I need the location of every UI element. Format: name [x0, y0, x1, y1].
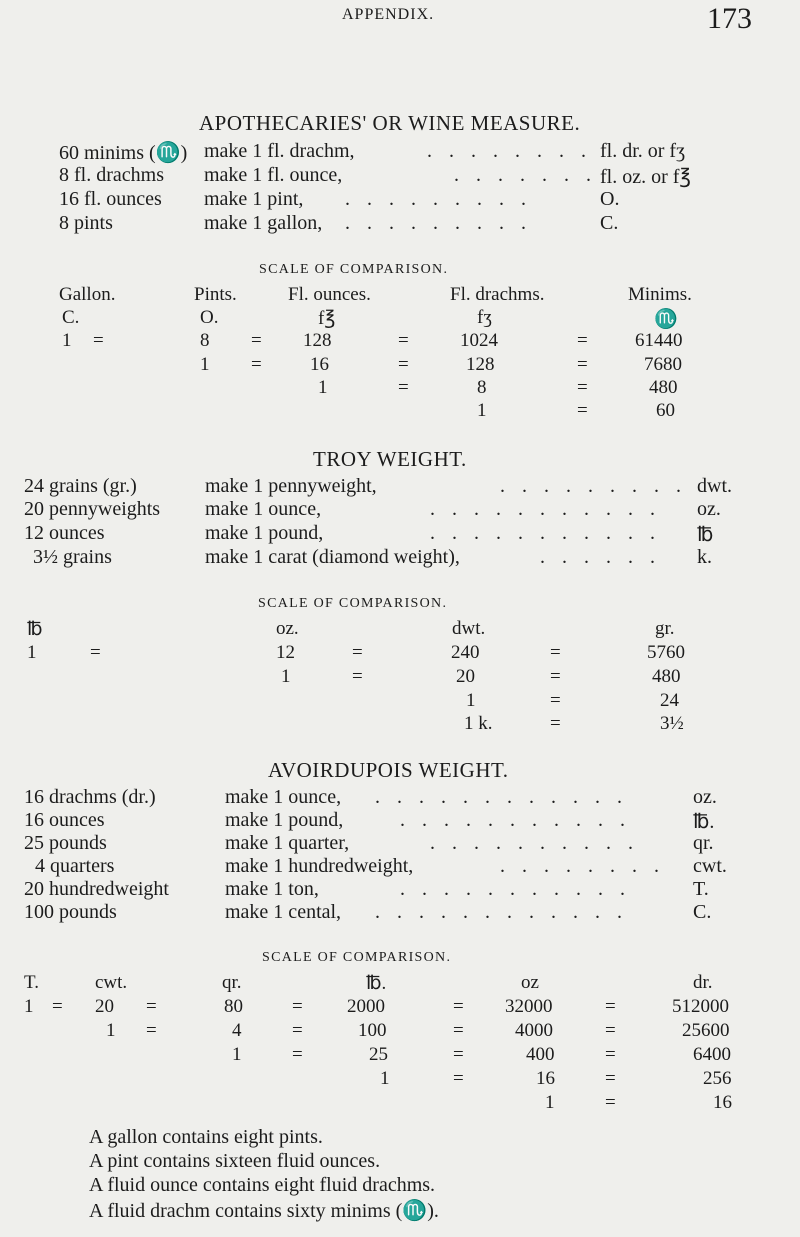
equals-sign: =: [550, 713, 561, 734]
equals-sign: =: [550, 642, 561, 663]
scale-cell: 1 k.: [464, 713, 493, 734]
section-title-apothecaries: APOTHECARIES' OR WINE MEASURE.: [199, 111, 581, 135]
section-title-troy: TROY WEIGHT.: [313, 447, 467, 471]
leader-dots: . . . . . . . . . . .: [430, 522, 661, 544]
scale-cell: 240: [451, 642, 480, 663]
troy-row-make: make 1 pound,: [205, 522, 324, 544]
scale-cell: 1: [62, 330, 72, 351]
scale-cell: 20: [95, 996, 114, 1017]
scale-cell: 1: [281, 666, 291, 687]
equals-sign: =: [453, 1044, 464, 1065]
scale-cell: 1024: [460, 330, 498, 351]
scale-header: qr.: [222, 972, 242, 993]
equals-sign: =: [550, 690, 561, 711]
scale-cell: 4: [232, 1020, 242, 1041]
scale-header: Fl. ounces.: [288, 284, 371, 305]
running-head: APPENDIX.: [342, 6, 435, 23]
avoir-row-qty: 16 drachms (dr.): [24, 786, 156, 808]
troy-row-abbr: ℔: [697, 524, 714, 546]
apoth-row-make: make 1 fl. drachm,: [204, 140, 355, 162]
equals-sign: =: [251, 354, 262, 375]
scale-header: dr.: [693, 972, 713, 993]
scale-header: Minims.: [628, 284, 692, 305]
scale-header: ℔: [27, 619, 43, 640]
scale-cell: 1: [200, 354, 210, 375]
equals-sign: =: [398, 354, 409, 375]
equals-sign: =: [605, 1068, 616, 1089]
troy-row-make: make 1 ounce,: [205, 498, 322, 520]
page-number: 173: [707, 2, 752, 35]
scale-header: cwt.: [95, 972, 128, 993]
troy-row-qty: 24 grains (gr.): [24, 475, 137, 497]
note-line: A fluid ounce contains eight fluid drachms.: [89, 1174, 436, 1196]
scale-title: SCALE OF COMPARISON.: [259, 262, 449, 277]
scale-cell: 80: [224, 996, 243, 1017]
troy-row-abbr: dwt.: [697, 475, 732, 497]
scale-header: dwt.: [452, 618, 486, 639]
scale-cell: 25: [369, 1044, 388, 1065]
equals-sign: =: [292, 1044, 303, 1065]
apoth-row-qty: 60 minims (♏): [59, 142, 188, 164]
scale-cell: 1: [380, 1068, 390, 1089]
scale-cell: 480: [649, 377, 678, 398]
scale-header: Pints.: [194, 284, 237, 305]
equals-sign: =: [352, 642, 363, 663]
scale-cell: 61440: [635, 330, 683, 351]
avoir-row-abbr: C.: [693, 901, 712, 923]
apoth-row-abbr: C.: [600, 212, 619, 234]
leader-dots: . . . . . . . . . . . .: [375, 901, 628, 923]
equals-sign: =: [453, 1068, 464, 1089]
troy-row-abbr: k.: [697, 546, 712, 568]
equals-sign: =: [352, 666, 363, 687]
avoir-row-abbr: cwt.: [693, 855, 727, 877]
scale-title: SCALE OF COMPARISON.: [262, 950, 452, 965]
scale-symbol: O.: [200, 307, 219, 328]
avoir-row-qty: 4 quarters: [35, 855, 115, 877]
troy-row-make: make 1 carat (diamond weight),: [205, 546, 460, 568]
troy-row-make: make 1 pennyweight,: [205, 475, 377, 497]
leader-dots: . . . . . . . . . .: [430, 832, 639, 854]
scale-cell: 480: [652, 666, 681, 687]
equals-sign: =: [292, 996, 303, 1017]
troy-row-qty: 20 pennyweights: [24, 498, 161, 520]
leader-dots: . . . . . . . .: [427, 140, 592, 162]
equals-sign: =: [605, 1044, 616, 1065]
avoir-row-make: make 1 pound,: [225, 809, 344, 831]
scale-header: oz: [521, 972, 539, 993]
apoth-row-qty: 8 pints: [59, 212, 113, 234]
equals-sign: =: [292, 1020, 303, 1041]
equals-sign: =: [251, 330, 262, 351]
equals-sign: =: [577, 400, 588, 421]
equals-sign: =: [398, 377, 409, 398]
apoth-row-make: make 1 gallon,: [204, 212, 323, 234]
scale-cell: 8: [477, 377, 487, 398]
avoir-row-qty: 25 pounds: [24, 832, 107, 854]
scale-cell: 400: [526, 1044, 555, 1065]
scale-symbol: f℥: [318, 308, 336, 329]
avoir-row-qty: 100 pounds: [24, 901, 117, 923]
apoth-row-abbr: fl. oz. or f℥: [600, 166, 691, 188]
apoth-row-make: make 1 pint,: [204, 188, 304, 210]
avoir-row-abbr: qr.: [693, 832, 714, 854]
scale-cell: 16: [713, 1092, 732, 1113]
scale-cell: 32000: [505, 996, 553, 1017]
leader-dots: . . . . . . . . .: [345, 212, 532, 234]
scale-cell: 16: [310, 354, 329, 375]
scale-cell: 6400: [693, 1044, 731, 1065]
avoir-row-make: make 1 ounce,: [225, 786, 342, 808]
avoir-row-abbr: T.: [693, 878, 709, 900]
leader-dots: . . . . . . . .: [500, 855, 665, 877]
equals-sign: =: [453, 1020, 464, 1041]
avoir-row-qty: 16 ounces: [24, 809, 105, 831]
leader-dots: . . . . . .: [540, 546, 661, 568]
scale-header: ℔.: [366, 973, 387, 994]
scale-cell: 3½: [660, 713, 684, 734]
equals-sign: =: [550, 666, 561, 687]
equals-sign: =: [453, 996, 464, 1017]
leader-dots: . . . . . . . . .: [345, 188, 532, 210]
troy-row-qty: 12 ounces: [24, 522, 105, 544]
equals-sign: =: [605, 1020, 616, 1041]
scale-cell: 100: [358, 1020, 387, 1041]
avoir-row-make: make 1 cental,: [225, 901, 342, 923]
scale-cell: 16: [536, 1068, 555, 1089]
scale-cell: 24: [660, 690, 679, 711]
avoir-row-make: make 1 ton,: [225, 878, 319, 900]
scale-cell: 1: [27, 642, 37, 663]
avoir-row-qty: 20 hundredweight: [24, 878, 169, 900]
equals-sign: =: [577, 354, 588, 375]
scale-cell: 1: [545, 1092, 555, 1113]
equals-sign: =: [90, 642, 101, 663]
note-line: A gallon contains eight pints.: [89, 1126, 323, 1148]
scale-cell: 1: [477, 400, 487, 421]
scale-header: oz.: [276, 618, 299, 639]
scale-cell: 8: [200, 330, 210, 351]
troy-row-qty: 3½ grains: [33, 546, 112, 568]
scale-cell: 512000: [672, 996, 729, 1017]
equals-sign: =: [146, 996, 157, 1017]
scale-cell: 20: [456, 666, 475, 687]
apoth-row-abbr: fl. dr. or fʒ: [600, 140, 685, 162]
scale-cell: 1: [318, 377, 328, 398]
equals-sign: =: [577, 377, 588, 398]
scale-cell: 7680: [644, 354, 682, 375]
scale-title: SCALE OF COMPARISON.: [258, 596, 448, 611]
avoir-row-abbr: ℔.: [693, 811, 715, 833]
leader-dots: . . . . . . . . . . .: [430, 498, 661, 520]
equals-sign: =: [93, 330, 104, 351]
scale-cell: 256: [703, 1068, 732, 1089]
equals-sign: =: [146, 1020, 157, 1041]
apoth-row-abbr: O.: [600, 188, 620, 210]
note-line: A pint contains sixteen fluid ounces.: [89, 1150, 381, 1172]
scale-symbol: ♏: [654, 309, 678, 330]
scale-header: gr.: [655, 618, 675, 639]
scale-cell: 4000: [515, 1020, 553, 1041]
scale-cell: 60: [656, 400, 675, 421]
scale-header: T.: [24, 972, 39, 993]
equals-sign: =: [398, 330, 409, 351]
scale-cell: 12: [276, 642, 295, 663]
equals-sign: =: [52, 996, 63, 1017]
scale-header: Fl. drachms.: [450, 284, 545, 305]
scale-symbol: fʒ: [477, 307, 492, 328]
leader-dots: . . . . . . . . . . . .: [375, 786, 628, 808]
leader-dots: . . . . . . . . . . .: [400, 809, 631, 831]
apoth-row-qty: 16 fl. ounces: [59, 188, 162, 210]
apoth-row-make: make 1 fl. ounce,: [204, 164, 343, 186]
scale-header: Gallon.: [59, 284, 116, 305]
avoir-row-abbr: oz.: [693, 786, 717, 808]
leader-dots: . . . . . . . . . . .: [400, 878, 631, 900]
scale-cell: 2000: [347, 996, 385, 1017]
scale-symbol: C.: [62, 307, 80, 328]
apoth-row-qty: 8 fl. drachms: [59, 164, 164, 186]
note-line: A fluid drachm contains sixty minims (♏).: [89, 1200, 439, 1222]
avoir-row-make: make 1 hundredweight,: [225, 855, 414, 877]
scale-cell: 25600: [682, 1020, 730, 1041]
scale-cell: 1: [232, 1044, 242, 1065]
scale-cell: 128: [303, 330, 332, 351]
leader-dots: . . . . . . .: [454, 164, 597, 186]
scale-cell: 1: [466, 690, 476, 711]
scale-cell: 128: [466, 354, 495, 375]
equals-sign: =: [605, 996, 616, 1017]
avoir-row-make: make 1 quarter,: [225, 832, 350, 854]
leader-dots: . . . . . . . . .: [500, 475, 687, 497]
section-title-avoirdupois: AVOIRDUPOIS WEIGHT.: [268, 758, 509, 782]
scale-cell: 1: [24, 996, 34, 1017]
troy-row-abbr: oz.: [697, 498, 721, 520]
equals-sign: =: [605, 1092, 616, 1113]
scale-cell: 1: [106, 1020, 116, 1041]
scale-cell: 5760: [647, 642, 685, 663]
equals-sign: =: [577, 330, 588, 351]
